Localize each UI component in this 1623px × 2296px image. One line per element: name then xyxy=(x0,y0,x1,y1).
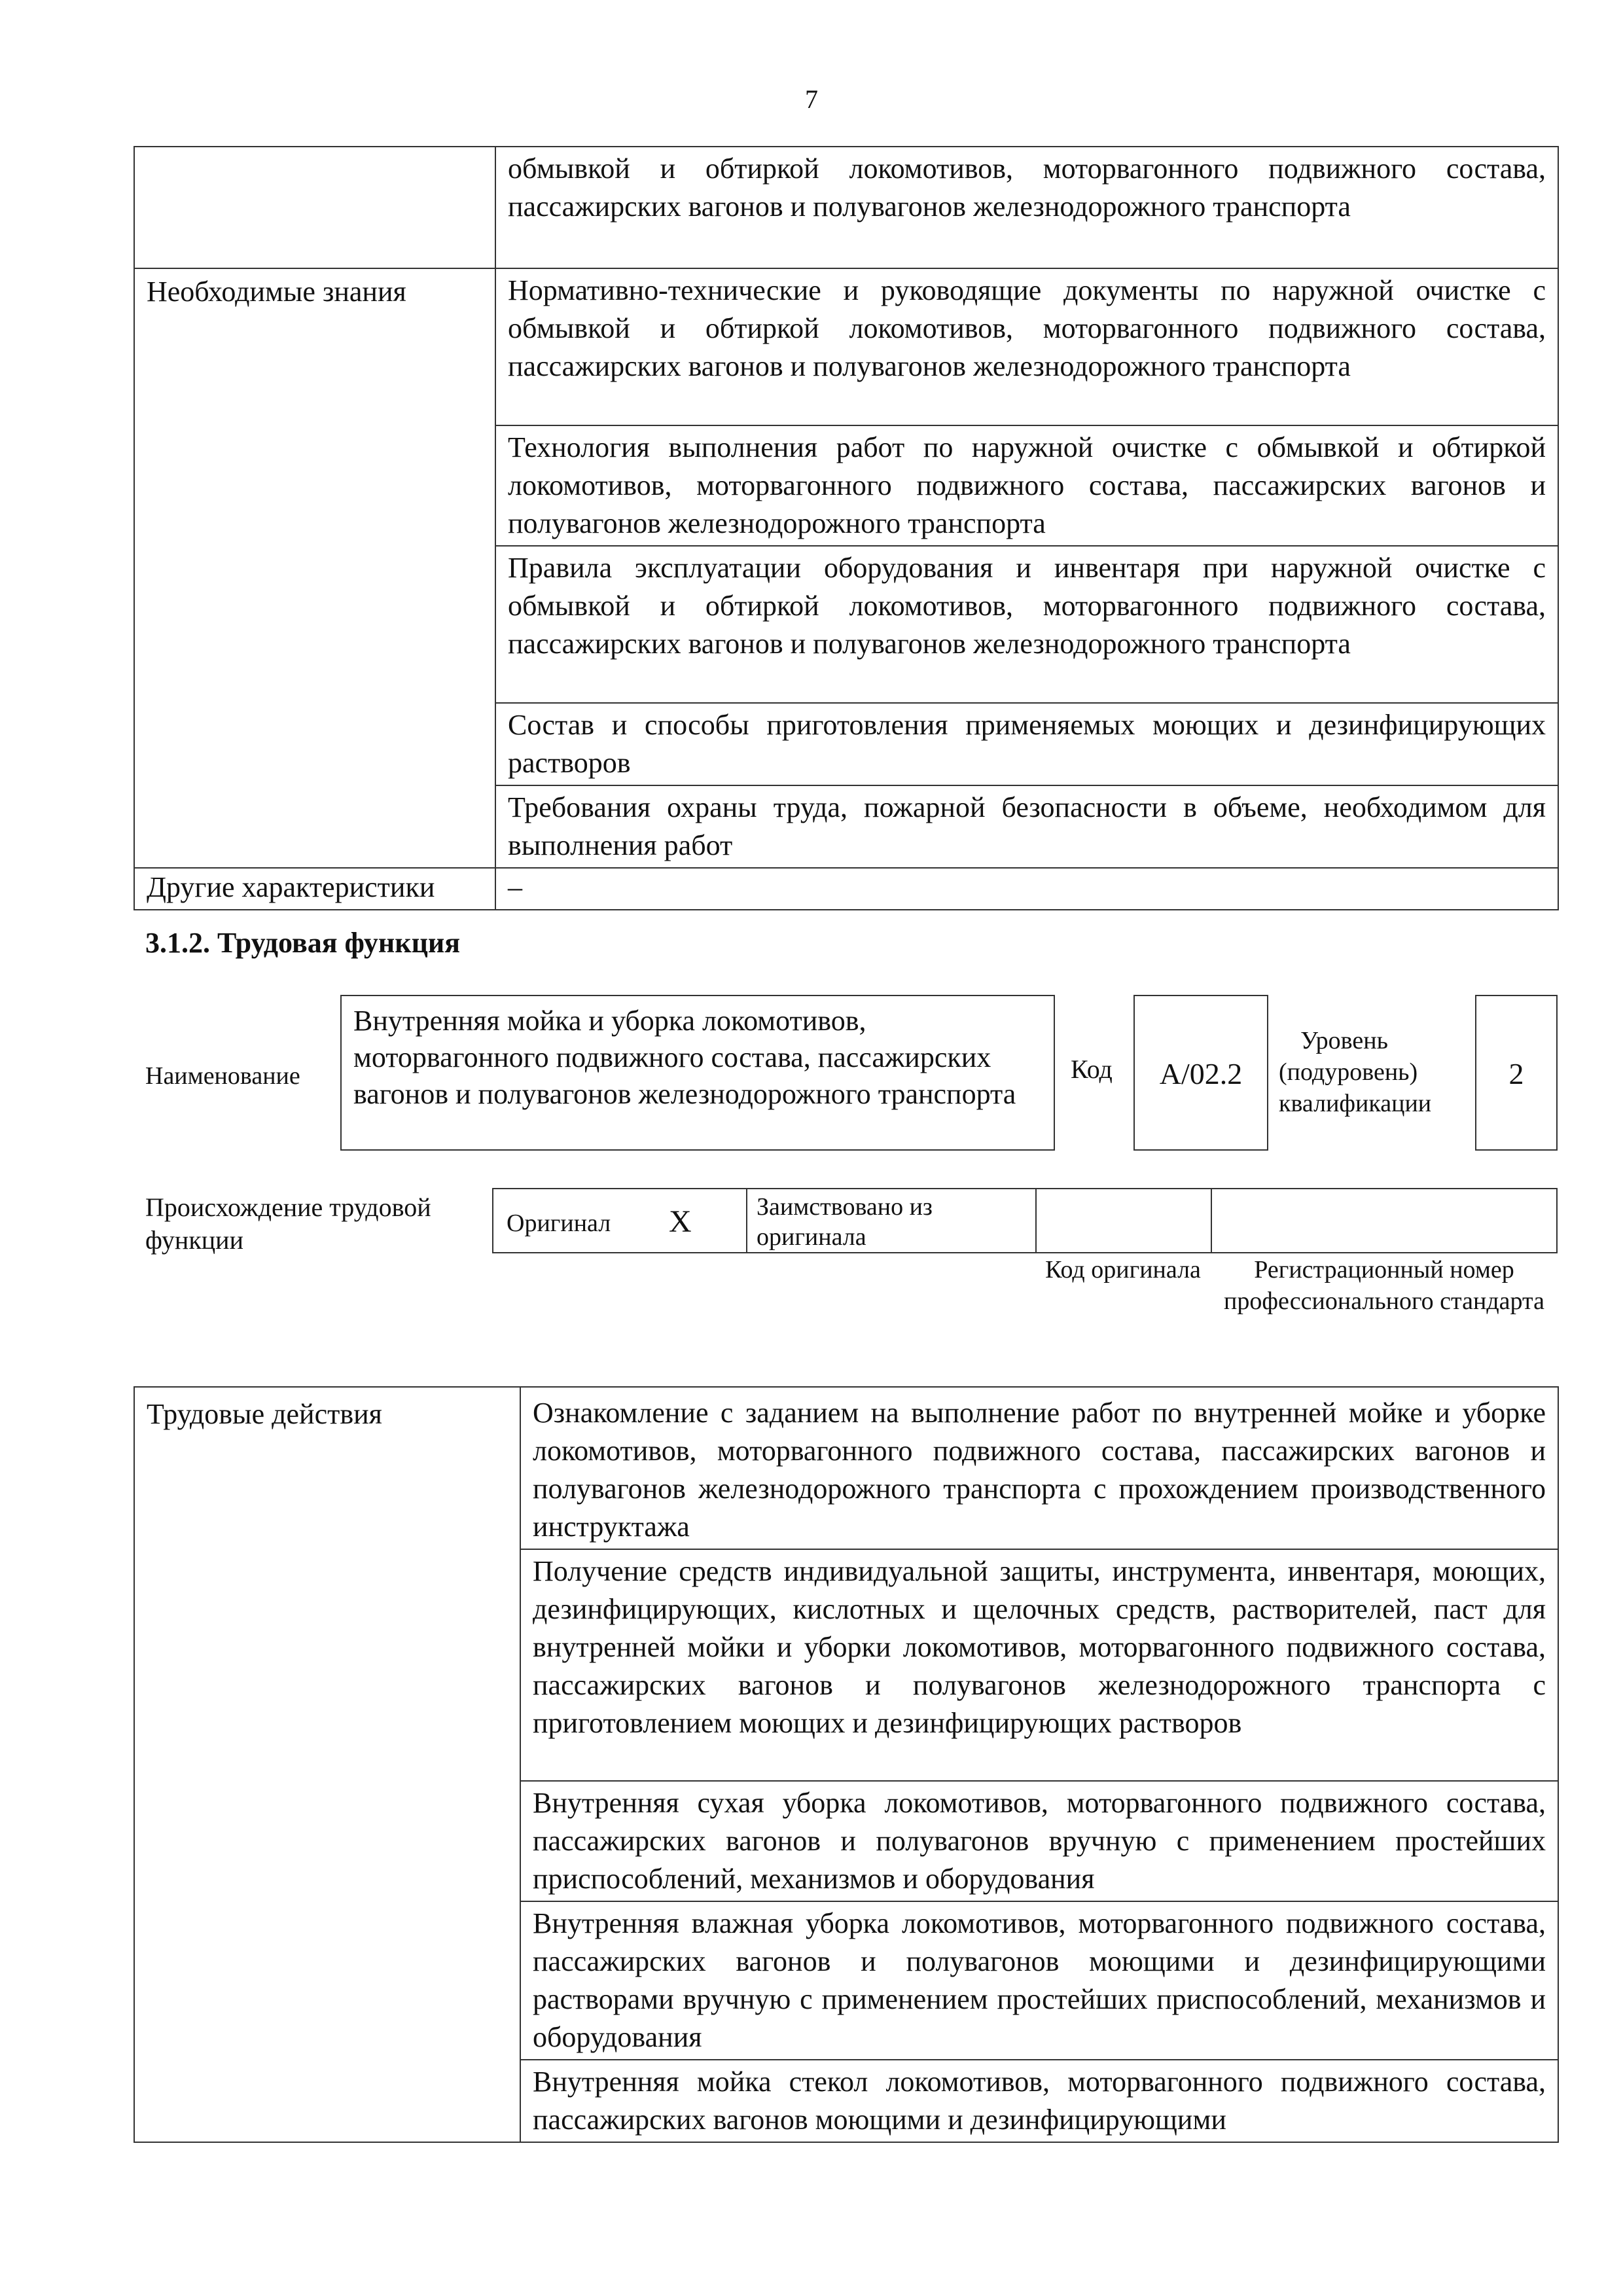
row-label xyxy=(134,147,495,268)
table-row xyxy=(134,868,1558,910)
level-label: Уровень (подуровень) квалификации xyxy=(1279,1027,1432,1117)
row-text: Состав и способы приготовления применяемых моющих и дезинфицирующих растворов xyxy=(495,703,1558,785)
divider xyxy=(746,1189,747,1253)
row-text: Получение средств индивидуальной защиты, инструмента, инвентаря, моющих, дезинфицирующих, кислотных и щелочных средств, растворителей, паст для внутренней мойки и уборки локомотивов, моторвагонного подвижного состава, пассажирских вагонов и полувагонов железнодорожного транспорта с приготовлением моющих и дезинфицирующих растворов xyxy=(520,1549,1558,1781)
row-text: Правила эксплуатации оборудования и инвентаря при наружной очистке с обмывкой и обтиркой локомотивов, моторвагонного подвижного состава, пассажирских вагонов и полувагонов железнодорожного транспорта xyxy=(495,546,1558,703)
knowledge-table xyxy=(134,146,1559,910)
row-label: Другие характеристики xyxy=(134,868,495,910)
row-text: – xyxy=(495,868,1558,910)
original-label: Оригинал xyxy=(507,1210,611,1237)
divider xyxy=(1211,1189,1212,1253)
original-mark: X xyxy=(669,1204,692,1239)
page-number: 7 xyxy=(805,84,818,114)
qualification-level: 2 xyxy=(1475,995,1558,1151)
table-row xyxy=(134,1387,1558,1549)
row-text: Внутренняя влажная уборка локомотивов, моторвагонного подвижного состава, пассажирских вагонов и полувагонов моющими и дезинфицирующими растворами вручную с применением простейших приспособлений, механизмов и оборудования xyxy=(520,1901,1558,2060)
table-row xyxy=(134,147,1558,268)
caption-code: Код оригинала xyxy=(1045,1256,1201,1283)
origin-label: Происхождение трудовой функции xyxy=(145,1193,431,1255)
row-text: Внутренняя мойка стекол локомотивов, моторвагонного подвижного состава, пассажирских вагонов моющими и дезинфицирующими xyxy=(520,2060,1558,2142)
row-text: обмывкой и обтиркой локомотивов, моторвагонного подвижного состава, пассажирских вагонов и полувагонов железнодорожного транспорта xyxy=(495,147,1558,268)
caption-reg: Регистрационный номер профессионального стандарта xyxy=(1224,1256,1544,1315)
divider xyxy=(1035,1189,1037,1253)
section-title: 3.1.2. Трудовая функция xyxy=(145,927,461,959)
row-label: Необходимые знания xyxy=(134,268,495,868)
row-text: Нормативно-технические и руководящие документы по наружной очистке с обмывкой и обтиркой локомотивов, моторвагонного подвижного состава, пассажирских вагонов и полувагонов железнодорожного транспорта xyxy=(495,268,1558,425)
labor-actions-table xyxy=(134,1386,1559,2143)
row-text: Ознакомление с заданием на выполнение работ по внутренней мойке и уборке локомотивов, моторвагонного подвижного состава, пассажирских вагонов и полувагонов железнодорожного транспорта с прохождением производственного инструктажа xyxy=(520,1387,1558,1549)
row-text: Технология выполнения работ по наружной очистке с обмывкой и обтиркой локомотивов, моторвагонного подвижного состава, пассажирских вагонов и полувагонов железнодорожного транспорта xyxy=(495,425,1558,546)
table-row xyxy=(134,268,1558,425)
row-text: Внутренняя сухая уборка локомотивов, моторвагонного подвижного состава, пассажирских вагонов и полувагонов вручную с применением простейших приспособлений, механизмов и оборудования xyxy=(520,1781,1558,1901)
borrowed-label: Заимствовано из оригинала xyxy=(757,1193,933,1251)
function-name: Внутренняя мойка и уборка локомотивов, моторвагонного подвижного состава, пассажирских вагонов и полувагонов железнодорожного транспорта xyxy=(340,995,1055,1151)
row-text: Требования охраны труда, пожарной безопасности в объеме, необходимом для выполнения работ xyxy=(495,785,1558,868)
origin-row xyxy=(492,1188,1558,1253)
function-code: А/02.2 xyxy=(1133,995,1268,1151)
name-label: Наименование xyxy=(145,1062,300,1090)
row-label: Трудовые действия xyxy=(134,1387,520,2142)
code-label: Код xyxy=(1071,1054,1113,1084)
